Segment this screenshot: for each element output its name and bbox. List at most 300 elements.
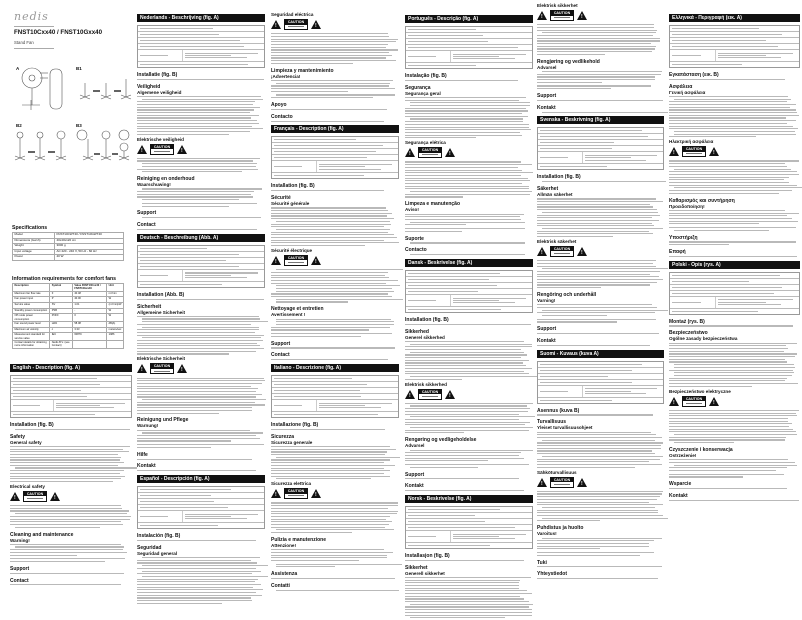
table-cell [538,146,663,151]
section-heading: Contact [10,577,29,584]
text-line [542,456,663,457]
text-line [537,459,660,460]
text-line [674,372,794,373]
body-text [537,85,664,90]
text-line [271,327,390,328]
electric-shock-triangle-icon: ! [445,148,455,157]
subsection-heading: Elektrisk sikkerhet [537,3,578,8]
text-line [271,446,390,447]
text-line [408,285,497,286]
body-text [537,414,664,417]
text-line [410,376,538,377]
text-line [137,169,258,170]
table-cell [138,252,264,257]
text-line [537,461,649,462]
section-heading: Support [271,340,291,347]
text-line [10,478,121,479]
text-line [137,351,256,352]
text-line [405,188,529,189]
body-text [405,213,533,226]
table-cell [138,523,264,528]
text-line [137,440,231,441]
text-line [537,319,656,320]
text-line [669,470,776,471]
comfort-fans-row [13,333,124,341]
table-cell [183,511,264,522]
description-table [137,245,265,288]
text-line [140,248,207,249]
text-line [271,552,393,553]
text-line [276,269,403,270]
text-line [669,421,788,422]
subsection-heading: Seguridad general [137,550,178,556]
body-text [271,79,399,92]
table-cell [272,161,317,172]
text-line [537,271,660,272]
caution-text: CAUTION [151,364,173,369]
text-line [137,388,258,389]
text-line [137,329,259,330]
text-line [276,564,402,565]
subsection-heading: Bezpieczeństwo elektryczne [669,388,731,394]
text-line [718,302,765,303]
text-line [408,47,518,48]
body-text [669,241,800,246]
text-line [271,532,352,533]
text-line [410,416,535,417]
text-line [10,510,129,511]
text-line [10,505,121,506]
table-cell [716,297,799,308]
table-cell [11,400,54,411]
table-row [406,295,532,307]
description-table [10,375,132,418]
text-line [405,403,533,404]
text-line [537,233,653,234]
caution-warning-label [669,146,800,158]
language-section-header: Nederlands - Beschrijving (fig. A) [137,14,265,22]
table-cell [538,398,663,403]
table-row [670,50,799,62]
section-heading: Ασφάλεια [669,83,693,90]
text-line [537,414,653,415]
text-line [537,198,656,199]
text-line [405,424,525,425]
text-line [537,442,663,443]
text-line [585,388,657,389]
caution-warning-label [405,147,533,159]
text-line [137,134,229,135]
text-line [537,100,663,101]
text-line [10,446,130,447]
product-subtitle: Stand Fan [14,40,34,45]
text-line [271,359,388,360]
text-line [405,354,527,355]
text-line [540,400,612,401]
text-line [537,450,652,451]
text-line [540,166,607,167]
table-cell [406,271,532,276]
text-line [10,555,77,556]
text-line [276,324,394,325]
text-line [408,65,476,66]
caution-warning-label [137,143,265,155]
table-cell: PSB [50,308,73,314]
text-line [276,94,395,95]
electric-shock-triangle-icon: ! [445,390,455,399]
text-line [537,46,656,47]
text-line [271,459,390,460]
subsection-heading: Avertissement ! [271,312,306,318]
text-line [410,222,525,223]
table-cell [138,258,264,263]
text-line [271,215,387,216]
table-cell: F [50,291,73,297]
body-text [137,188,265,201]
section-heading: Support [537,93,557,100]
text-line [405,360,529,361]
subsection-heading: Elektrisk sikkerhed [405,381,447,387]
table-cell [183,50,264,61]
text-line [408,279,489,280]
text-line [185,516,231,517]
text-line [537,38,660,39]
body-text [405,478,533,481]
text-line [537,578,658,579]
text-line [669,256,797,257]
text-line [405,582,519,583]
section-heading: Contatti [271,582,290,589]
text-line [674,134,796,135]
warning-triangle-icon: ! [537,247,547,256]
text-line [537,434,656,435]
body-text [271,332,399,337]
text-line [405,216,520,217]
subsection-heading: Warnung! [137,423,159,429]
text-line [137,402,255,403]
text-line [669,361,787,362]
body-text [537,24,664,56]
text-line [410,344,532,345]
caution-text: CAUTION [551,247,573,252]
spec-label: Model [13,233,55,239]
text-line [669,426,789,427]
text-line [276,291,394,292]
text-line [537,74,661,75]
body-text [537,111,664,114]
text-line [537,231,649,232]
header-cell: Unit [107,284,124,292]
text-line [142,199,239,200]
text-line [540,148,612,149]
text-line [669,423,792,424]
text-line [137,584,261,585]
caution-subtext [24,496,46,501]
table-row [406,543,532,548]
text-line [137,447,211,448]
section-heading: Czyszczenie i konserwacja [669,447,733,453]
spec-value: AC 220 - 240 V, 50 Hz - 60 Hz [54,249,123,255]
description-table [669,272,800,315]
text-line [674,99,791,100]
electric-shock-triangle-icon: ! [311,489,321,498]
text-line [408,273,500,274]
section-heading: Support [537,326,557,333]
text-line [537,76,655,77]
description-table [405,270,533,313]
body-text [137,458,265,461]
body-text [405,489,533,492]
table-cell [538,140,663,145]
text-line [669,462,795,463]
body-text [10,584,132,587]
warning-triangle-icon: ! [669,397,679,406]
text-line [453,54,526,55]
text-line [540,364,642,365]
section-heading: Reinigung und Pflege [137,417,189,424]
text-line [410,105,530,106]
text-line [537,445,661,446]
subsection-heading: General safety [10,439,42,445]
table-cell: LWA [50,322,73,328]
body-text [669,487,800,490]
text-line [408,527,515,528]
table-cell [406,283,532,288]
section-heading: Apoyo [271,102,287,109]
table-cell [272,149,398,154]
language-section-header: Ελληνικά - Περιγραφή (εικ. A) [669,14,800,22]
figure-label-b1: B1 [76,66,82,71]
subsection-heading: Algemene veiligheid [137,89,182,95]
text-line [276,221,390,222]
table-cell [670,285,799,290]
table-cell [538,134,663,139]
body-text [137,228,265,231]
column-6 [669,12,800,503]
text-line [537,276,659,277]
subsection-heading: Generel sikkerhed [405,334,445,340]
nedis-logo: nedis [14,10,49,23]
text-line [405,113,522,114]
comfort-fans-row [13,314,124,322]
section-heading: Seguridad [137,544,162,551]
text-line [674,364,794,365]
caution-text: CAUTION [151,145,173,150]
text-line [271,549,384,550]
text-line [319,166,365,167]
text-line [142,217,261,218]
spec-label: Input voltage [13,249,55,255]
text-line [271,521,392,522]
text-line [669,380,785,381]
text-line [137,96,261,97]
section-heading: Installation (fig. B) [405,317,449,323]
section-heading: Säkerhet [537,186,559,193]
subsection-heading: Segurança geral [405,90,441,96]
text-line [408,56,436,57]
text-line [410,191,532,192]
text-line [405,97,526,98]
body-text [537,344,664,347]
section-heading: Installation (fig. B) [10,422,54,428]
text-line [271,91,348,92]
text-line [669,136,756,137]
caution-warning-label [669,395,800,407]
text-line [537,266,656,267]
text-line [140,489,231,490]
text-line [542,32,656,33]
table-cell [138,270,183,281]
text-line [669,431,796,432]
text-line [405,560,524,561]
body-text [137,78,265,81]
text-line [271,80,393,81]
text-line [319,403,392,404]
text-line [274,378,352,379]
warning-triangle-icon: ! [405,148,415,157]
caution-warning-label [10,490,132,502]
body-text [10,504,132,528]
text-line [405,455,519,456]
text-line [271,465,395,466]
text-line [669,488,787,489]
table-cell [272,394,398,399]
subsection-heading: Varoitus! [537,531,557,537]
text-line [405,580,520,581]
text-line [10,549,123,550]
language-section-header: Italiano - Descrizione (fig. A) [271,364,399,372]
text-line [674,230,769,231]
text-line [669,163,785,164]
section-heading: Nettoyage et entretien [271,306,324,313]
text-line [137,131,250,132]
text-line [674,187,802,188]
text-line [10,561,105,562]
text-line [10,459,120,460]
text-line [408,300,436,301]
text-line [271,468,384,469]
section-heading: Kontakt [405,483,424,490]
text-line [669,107,790,108]
text-line [669,474,784,475]
table-cell: Standby power consumption [13,308,50,314]
text-line [410,467,478,468]
text-line [669,79,785,80]
text-line [405,577,531,578]
table-cell [138,50,183,61]
body-text [271,445,399,480]
text-line [410,242,525,243]
text-line [669,210,785,211]
table-cell [670,62,799,67]
table-row [138,282,264,287]
subsection-heading: Waarschuwing! [137,182,171,188]
caution-box [418,147,442,158]
text-line [137,128,263,129]
text-line [137,194,251,195]
text-line [185,272,258,273]
body-text [537,332,664,335]
body-text [137,315,265,355]
table-cell [406,307,532,312]
section-heading: Cleaning and maintenance [10,531,74,538]
text-line [408,309,501,310]
text-line [10,454,118,455]
body-text [669,459,800,472]
text-line [405,167,518,168]
text-line [405,219,521,220]
body-text [537,577,664,580]
table-cell [406,63,532,68]
text-line [672,34,782,35]
text-line [669,459,788,460]
text-line [669,351,784,352]
text-line [56,405,100,406]
warning-triangle-icon: ! [137,145,147,154]
body-text [137,443,265,448]
text-line [669,353,797,354]
section-heading: Επαφή [669,249,686,255]
text-line [537,51,652,52]
text-line [56,403,125,404]
text-line [271,451,387,452]
text-line [537,464,662,465]
text-line [537,555,640,556]
text-line [537,35,653,36]
body-text [537,99,664,102]
language-section-header: Español - Descripción (fig. A) [137,475,265,483]
table-cell: Fan power input [13,297,50,303]
table-cell [670,273,799,278]
text-line [585,155,657,156]
text-line [537,220,659,221]
text-line [453,300,499,301]
text-line [142,206,229,207]
subsection-heading: Advarsel [405,443,425,449]
text-line [669,174,799,175]
text-line [13,396,87,397]
spec-value: 40 W [54,255,123,261]
electric-shock-triangle-icon: ! [577,247,587,256]
text-line [271,516,390,517]
text-line [276,590,399,591]
text-line [271,519,386,520]
text-line [142,565,268,566]
body-text [137,556,265,604]
text-line [276,319,391,320]
text-line [271,462,384,463]
caution-subtext [551,16,573,21]
text-line [669,223,759,224]
body-text [669,342,800,388]
text-line [408,509,500,510]
text-line [669,343,797,344]
text-line [537,307,657,308]
comfort-fans-row [13,341,124,349]
text-line [140,260,226,261]
text-line [672,281,749,282]
subsection-heading: Aviso! [405,207,419,213]
text-line [405,368,532,369]
text-line [10,552,127,553]
text-line [408,291,478,292]
text-line [405,362,523,363]
text-line [537,515,663,516]
table-cell: SV [50,303,73,309]
body-text [669,160,800,195]
text-line [271,226,384,227]
text-line [405,478,519,479]
